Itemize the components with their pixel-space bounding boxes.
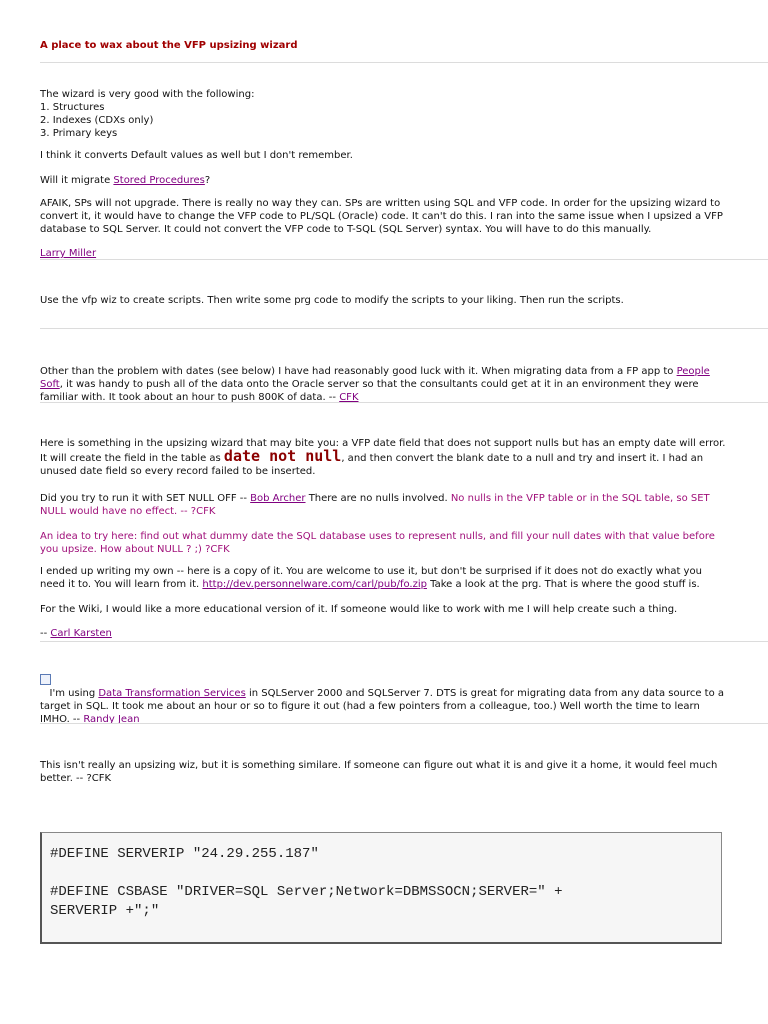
signature: -- Carl Karsten [40, 628, 112, 639]
similare-text: This isn't really an upsizing wiz, but it is something similare. If someone can figure out what it is and give it a home, it would feel much better. -- ?CFK [40, 760, 718, 784]
setnull-text: Did you try to run it with SET NULL OFF -- Bob Archer There are no nulls involved. No nulls in the VFP table or in the SQL table, so SET NULL would have no effect. -- ?CFK [40, 493, 710, 517]
dts-link[interactable]: Data Transformation Services [98, 688, 246, 699]
bob-archer-link[interactable]: Bob Archer [250, 493, 306, 504]
dates-text: Other than the problem with dates (see below) I have had reasonably good luck with it. When migrating data from a FP app to People Soft, it was handy to push all of the data onto the Oracle server so that the consultants could get at it in an environment they were familiar with. It took about an hour to push 800K of data. -- CFK [40, 366, 710, 403]
own-text: I ended up writing my own -- here is a copy of it. You are welcome to use it, but don't be surprised if it does not do exactly what you need it to. You will learn from it. http://dev.personnelware.com/carl/pub/fo.zip Take a look at the prg. That is where the good stuff is. [40, 566, 702, 590]
randy-jean-link[interactable]: Randy Jean [83, 714, 140, 725]
date-not-null-code: date not null [223, 447, 342, 465]
placeholder-image-icon [40, 674, 51, 685]
question-text: Will it migrate Stored Procedures? [40, 175, 211, 186]
bite-text: Here is something in the upsizing wizard that may bite you: a VFP date field that does not support nulls but has an empty date will error. It will create the field in the table as date not null, and then convert the blank date to a null and try and insert it. I had an unused date field so every record failed to be inserted. [40, 438, 726, 477]
people-soft-link[interactable]: People Soft [40, 366, 710, 390]
afaik-text: AFAIK, SPs will not upgrade. There is really no way they can. SPs are written using SQL and VFP code. In order for the upsizing wizard to convert it, it would have to change the VFP code to PL/SQL (Oracle) code. It can't do this. I ran into the same issue when I upsized a VFP database to SQL Server. It could not convert the VFP code to T-SQL (SQL Server) syntax. You will have to do this manually. [40, 198, 723, 235]
intro-block [40, 88, 730, 140]
dts-text: I'm using Data Transformation Services in SQLServer 2000 and SQLServer 7. DTS is great for migrating data from any data source to a target in SQL. It took me about an hour or so to figure it out (had a few pointers from a colleague, too.) Well worth the time to learn IMHO. -- Randy Jean [40, 688, 725, 725]
code-line: #DEFINE SERVERIP "24.29.255.187" [50, 846, 319, 862]
divider [40, 328, 768, 329]
divider [40, 62, 768, 63]
stored-procedures-link[interactable]: Stored Procedures [113, 175, 205, 186]
list-item: 1. Structures [40, 102, 105, 113]
list-item: 2. Indexes (CDXs only) [40, 115, 154, 126]
cfk-link[interactable]: CFK [339, 392, 359, 403]
default-values-text: I think it converts Default values as well but I don't remember. [40, 150, 353, 161]
divider [40, 259, 768, 260]
code-block [40, 832, 722, 944]
divider [40, 402, 768, 403]
larry-miller-link[interactable]: Larry Miller [40, 248, 97, 259]
divider [40, 723, 768, 724]
intro-line: The wizard is very good with the following: [40, 89, 255, 100]
code-line: SERVERIP +";" [50, 903, 160, 919]
idea-text: An idea to try here: find out what dummy date the SQL database uses to represent nulls, and fill your null dates with that value before you upsize. How about NULL ? ;) ?CFK [40, 531, 715, 555]
list-item: 3. Primary keys [40, 128, 118, 139]
fo-zip-link[interactable]: http://dev.personnelware.com/carl/pub/fo.zip [202, 579, 427, 590]
carl-karsten-link[interactable]: Carl Karsten [50, 628, 112, 639]
scripts-text: Use the vfp wiz to create scripts. Then write some prg code to modify the scripts to your liking. Then run the scripts. [40, 295, 624, 306]
page-title: A place to wax about the VFP upsizing wizard [40, 40, 298, 51]
divider [40, 641, 768, 642]
code-line: #DEFINE CSBASE "DRIVER=SQL Server;Network=DBMSSOCN;SERVER=" + [50, 884, 563, 900]
wiki-text: For the Wiki, I would like a more educational version of it. If someone would like to work with me I will help create such a thing. [40, 604, 678, 615]
